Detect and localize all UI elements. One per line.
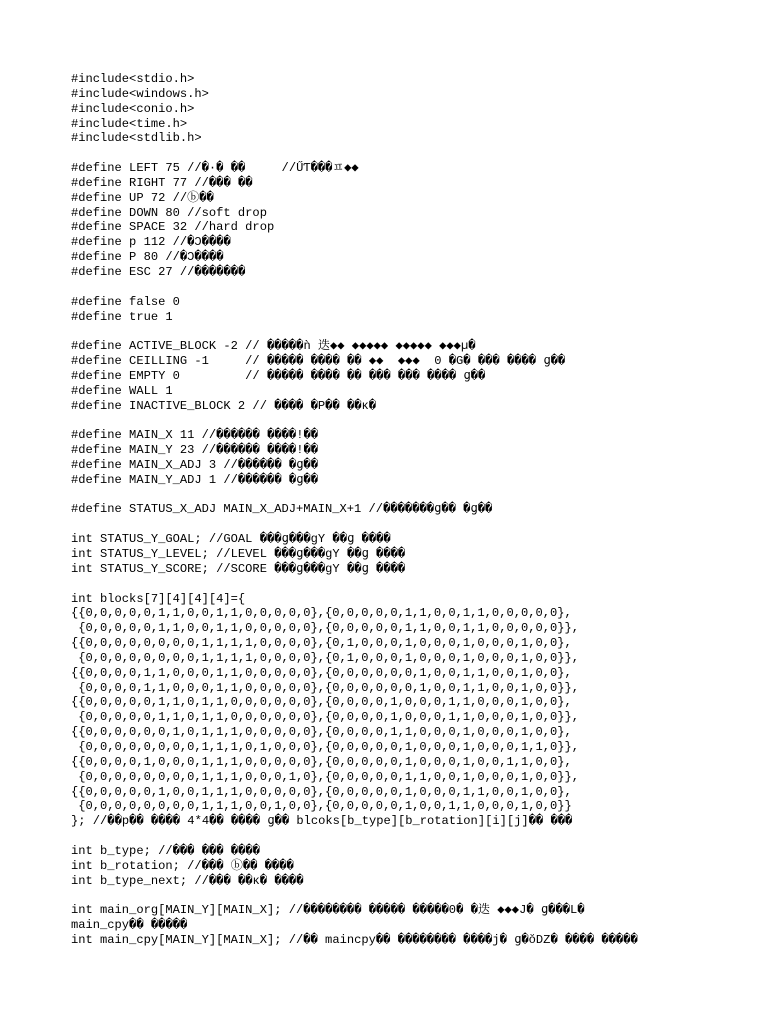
code-line: int STATUS_Y_SCORE; //SCORE ���ց���gY ��ց ���� [71, 561, 406, 576]
code-line: {0,0,0,0,0,1,1,0,1,1,0,0,0,0,0,0},{0,0,0,0,1,0,0,0,1,1,0,0,0,1,0,0}}, [71, 710, 580, 725]
code-line: #define CEILLING -1 // ����� ���� �� ◆◆ ◆◆◆ 0 �G� ��� ���� ց�� [71, 354, 566, 369]
blank-line [71, 324, 638, 339]
code-line: int STATUS_Y_GOAL; //GOAL ���ց���gY ��ց ���� [71, 532, 391, 547]
source-code-listing [71, 72, 638, 948]
code-line: #define true 1 [71, 309, 173, 324]
code-line: int STATUS_Y_LEVEL; //LEVEL ���ց���gY ��ց ���� [71, 547, 406, 561]
code-line: {0,0,0,0,0,1,1,0,0,1,1,0,0,0,0,0},{0,0,0,0,0,1,1,0,0,1,1,0,0,0,0,0}}, [71, 621, 580, 636]
code-line: #define p 112 //�Ͻ���� [71, 235, 231, 250]
code-line: #define MAIN_Y_ADJ 1 //������ �ց�� [71, 472, 318, 487]
code-line: #define MAIN_X 11 //������ ����ǃ�� [71, 428, 319, 443]
code-line: #define MAIN_Y 23 //������ ����ǃ�� [71, 443, 319, 458]
blank-line [71, 488, 638, 503]
code-line: #define P 80 //�Ͻ���� [71, 250, 224, 265]
code-line: #define UP 72 //ⓑ�� [71, 190, 214, 205]
code-line: #include<conio.h> [71, 101, 195, 116]
blank-line [71, 280, 638, 295]
code-line: {0,0,0,0,0,0,0,0,1,1,1,0,0,0,1,0},{0,0,0,0,0,1,1,0,0,1,0,0,0,1,0,0}}, [71, 769, 580, 784]
code-line: #define SPACE 32 //hard drop [71, 220, 275, 235]
code-line: #define WALL 1 [71, 383, 173, 398]
code-line: int b_type_next; //��� ��ĸ� ���� [71, 873, 304, 888]
blank-line [71, 888, 638, 903]
blank-line [71, 413, 638, 428]
blank-line [71, 829, 638, 844]
code-line: #include<time.h> [71, 116, 188, 131]
code-line: {{0,0,0,0,0,0,0,0,1,1,1,1,0,0,0,0},{0,1,0,0,0,1,0,0,0,1,0,0,0,1,0,0}, [71, 636, 572, 651]
code-line: #define ACTIVE_BLOCK -2 // �����ǹ 迭◆◆ ◆◆◆◆◆ ◆◆◆◆◆ ◆◆◆µ� [71, 339, 476, 354]
code-line: #include<stdio.h> [71, 72, 195, 86]
code-line: {0,0,0,0,0,0,0,0,1,1,1,0,1,0,0,0},{0,0,0,0,0,1,0,0,0,1,0,0,0,1,1,0}}, [71, 739, 580, 754]
code-line: int main_org[MAIN_Y][MAIN_X]; //�������� ����� �����0� �迭 ◆◆◆J� ց���L� [71, 903, 585, 918]
code-line: #include<stdlib.h> [71, 131, 202, 146]
code-line: #define STATUS_X_ADJ MAIN_X_ADJ+MAIN_X+1 //�������ց�� �ց�� [71, 502, 493, 517]
code-line: {{0,0,0,0,0,0,1,0,1,1,1,0,0,0,0,0},{0,0,0,0,1,1,0,0,0,1,0,0,0,1,0,0}, [71, 725, 572, 740]
blank-line [71, 517, 638, 532]
code-line: #define MAIN_X_ADJ 3 //������ �ց�� [71, 457, 318, 472]
code-line: main_cpy�� ����� [71, 918, 188, 933]
code-line: #include<windows.h> [71, 86, 209, 101]
code-line: {0,0,0,0,1,1,0,0,0,1,1,0,0,0,0,0},{0,0,0,0,0,0,1,0,0,1,1,0,0,1,0,0}}, [71, 680, 580, 695]
code-line: {{0,0,0,0,0,1,1,0,1,1,0,0,0,0,0,0},{0,0,0,0,1,0,0,0,1,1,0,0,0,1,0,0}, [71, 695, 572, 710]
code-line: int b_type; //��� ��� ���� [71, 843, 260, 858]
code-line: #define ESC 27 //������� [71, 264, 246, 279]
code-line: #define LEFT 75 //�·� �� //ŰƬ���ㅍ◆◆ [71, 161, 359, 176]
code-line: {{0,0,0,0,0,1,0,0,1,1,1,0,0,0,0,0},{0,0,0,0,0,1,0,0,0,1,1,0,0,1,0,0}, [71, 784, 572, 799]
code-line: {{0,0,0,0,0,1,1,0,0,1,1,0,0,0,0,0},{0,0,0,0,0,1,1,0,0,1,1,0,0,0,0,0}, [71, 606, 572, 621]
code-line: #define INACTIVE_BLOCK 2 // ���� �P�� ��ĸ� [71, 398, 377, 413]
code-line: #define false 0 [71, 294, 180, 309]
code-line: int main_cpy[MAIN_Y][MAIN_X]; //�� maincpy�� �������� ����j� ց�ŏDZ� ���� ����� [71, 932, 638, 947]
code-line: #define RIGHT 77 //��� �� [71, 175, 253, 190]
code-line: {0,0,0,0,0,0,0,0,1,1,1,1,0,0,0,0},{0,1,0,0,0,1,0,0,0,1,0,0,0,1,0,0}}, [71, 650, 580, 665]
code-line: #define DOWN 80 //soft drop [71, 205, 267, 220]
code-line: {{0,0,0,0,1,0,0,0,1,1,1,0,0,0,0,0},{0,0,0,0,0,1,0,0,0,1,0,0,1,1,0,0}, [71, 754, 572, 769]
code-line: }; //��p�� ���� 4*4�� ���� ց�� blcoks[b_type][b_rotation][i][j]�� ��� [71, 814, 573, 829]
code-line: #define EMPTY 0 // ����� ���� �� ��� ��� ���� ց�� [71, 368, 486, 383]
code-line: int blocks[7][4][4][4]={ [71, 591, 246, 606]
blank-line [71, 146, 638, 161]
code-line: {0,0,0,0,0,0,0,0,1,1,1,0,0,1,0,0},{0,0,0,0,0,1,0,0,1,1,0,0,0,1,0,0}} [71, 799, 572, 814]
code-line: int b_rotation; //��� ⓑ�� ���� [71, 858, 294, 873]
code-line: {{0,0,0,0,1,1,0,0,0,1,1,0,0,0,0,0},{0,0,0,0,0,0,1,0,0,1,1,0,0,1,0,0}, [71, 665, 572, 680]
blank-line [71, 577, 638, 592]
